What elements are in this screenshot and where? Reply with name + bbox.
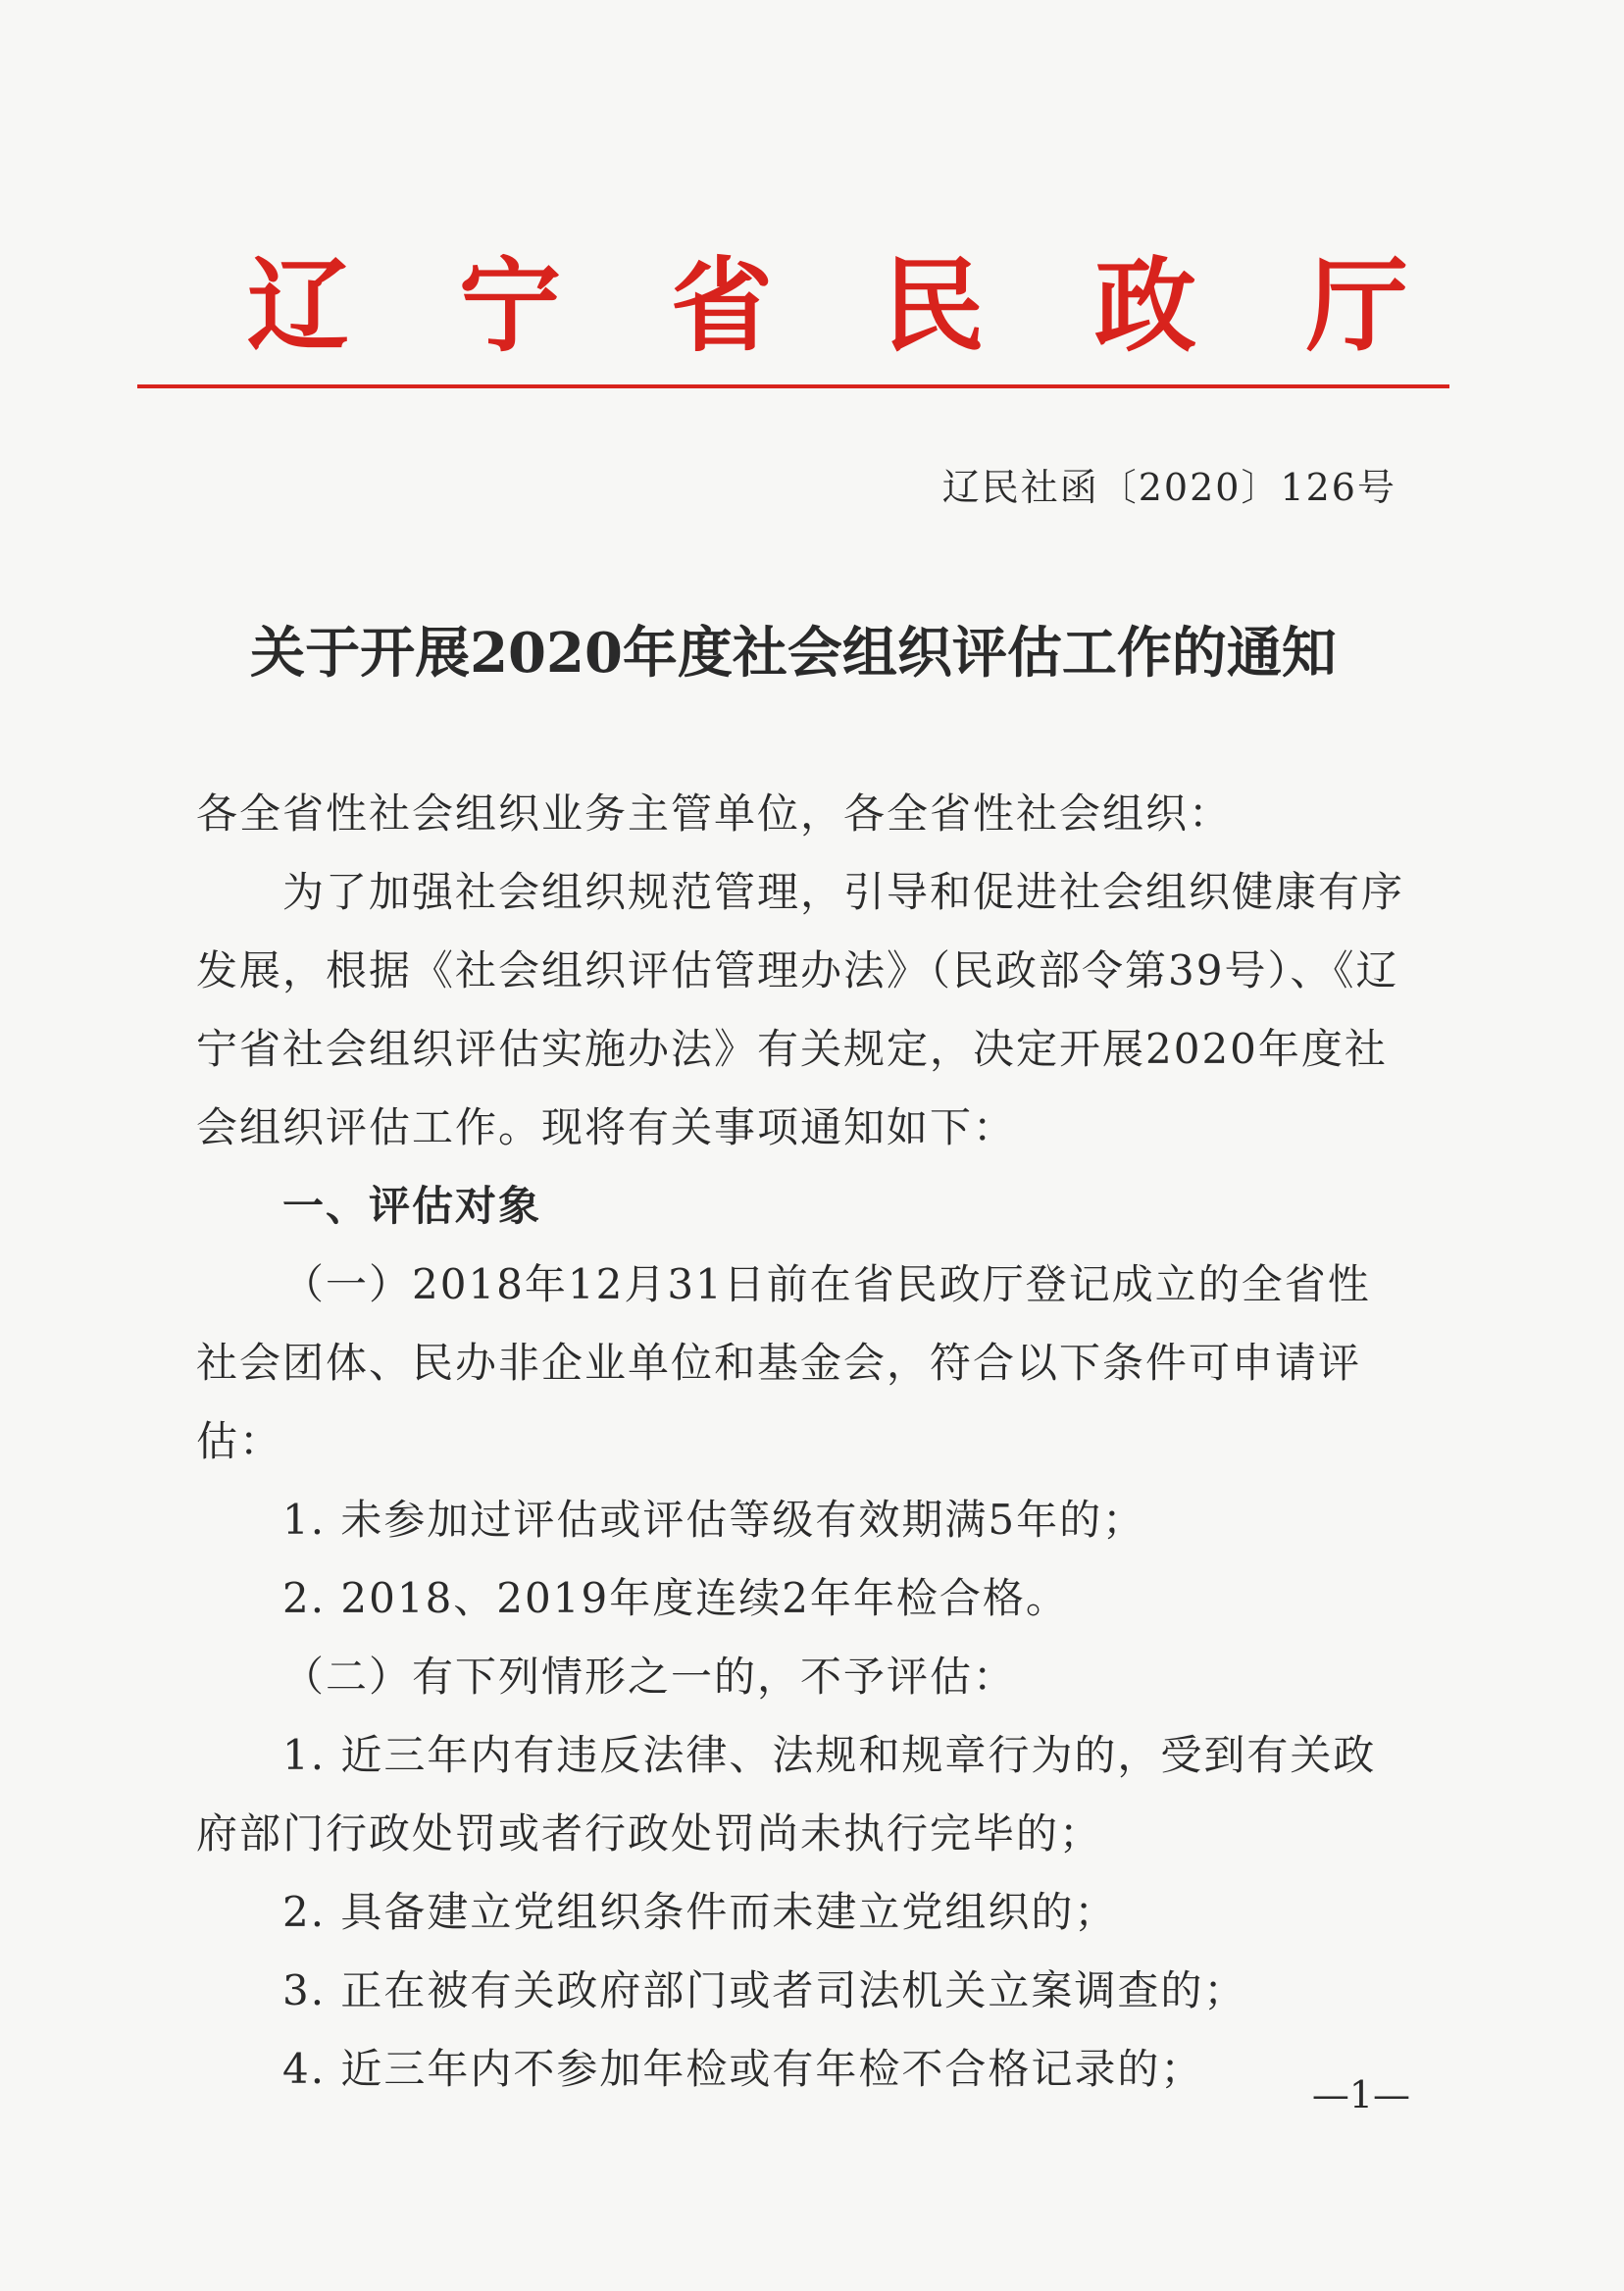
intro-paragraph: 为了加强社会组织规范管理，引导和促进社会组织健康有序发展，根据《社会组织评估管理办法》（民政部令第39号）、《辽宁省社会组织评估实施办法》有关规定，决定开展2020年度社会组织评估工作。现将有关事项通知如下： xyxy=(196,868,1405,1151)
document-body xyxy=(196,775,1412,2109)
list-item: 1. 近三年内有违反法律、法规和规章行为的，受到有关政府部门行政处罚或者行政处罚尚未执行完毕的； xyxy=(196,1731,1377,1858)
list-item: 3. 正在被有关政府部门或者司法机关立案调查的； xyxy=(282,1966,1247,2014)
subsection-paragraph: （二）有下列情形之一的，不予评估： xyxy=(282,1653,1017,1701)
page-number: —1— xyxy=(1311,2073,1410,2116)
issuing-authority-header: 辽宁省民政厅 xyxy=(247,245,1519,366)
subsection-paragraph: （一）2018年12月31日前在省民政厅登记成立的全省性社会团体、民办非企业单位和基金会，符合以下条件可申请评估： xyxy=(196,1260,1371,1465)
list-item: 1. 未参加过评估或评估等级有效期满5年的； xyxy=(282,1496,1146,1544)
salutation: 各全省性社会组织业务主管单位，各全省性社会组织： xyxy=(196,789,1233,838)
section-heading: 一、评估对象 xyxy=(282,1182,542,1230)
list-item: 4. 近三年内不参加年检或有年检不合格记录的； xyxy=(282,2045,1204,2093)
document-number: 辽民社函〔2020〕126号 xyxy=(941,466,1396,509)
document-title: 关于开展2020年度社会组织评估工作的通知 xyxy=(250,621,1337,686)
list-item: 2. 具备建立党组织条件而未建立党组织的； xyxy=(282,1888,1118,1936)
red-header-rule xyxy=(137,384,1449,388)
list-item: 2. 2018、2019年度连续2年年检合格。 xyxy=(282,1574,1069,1622)
